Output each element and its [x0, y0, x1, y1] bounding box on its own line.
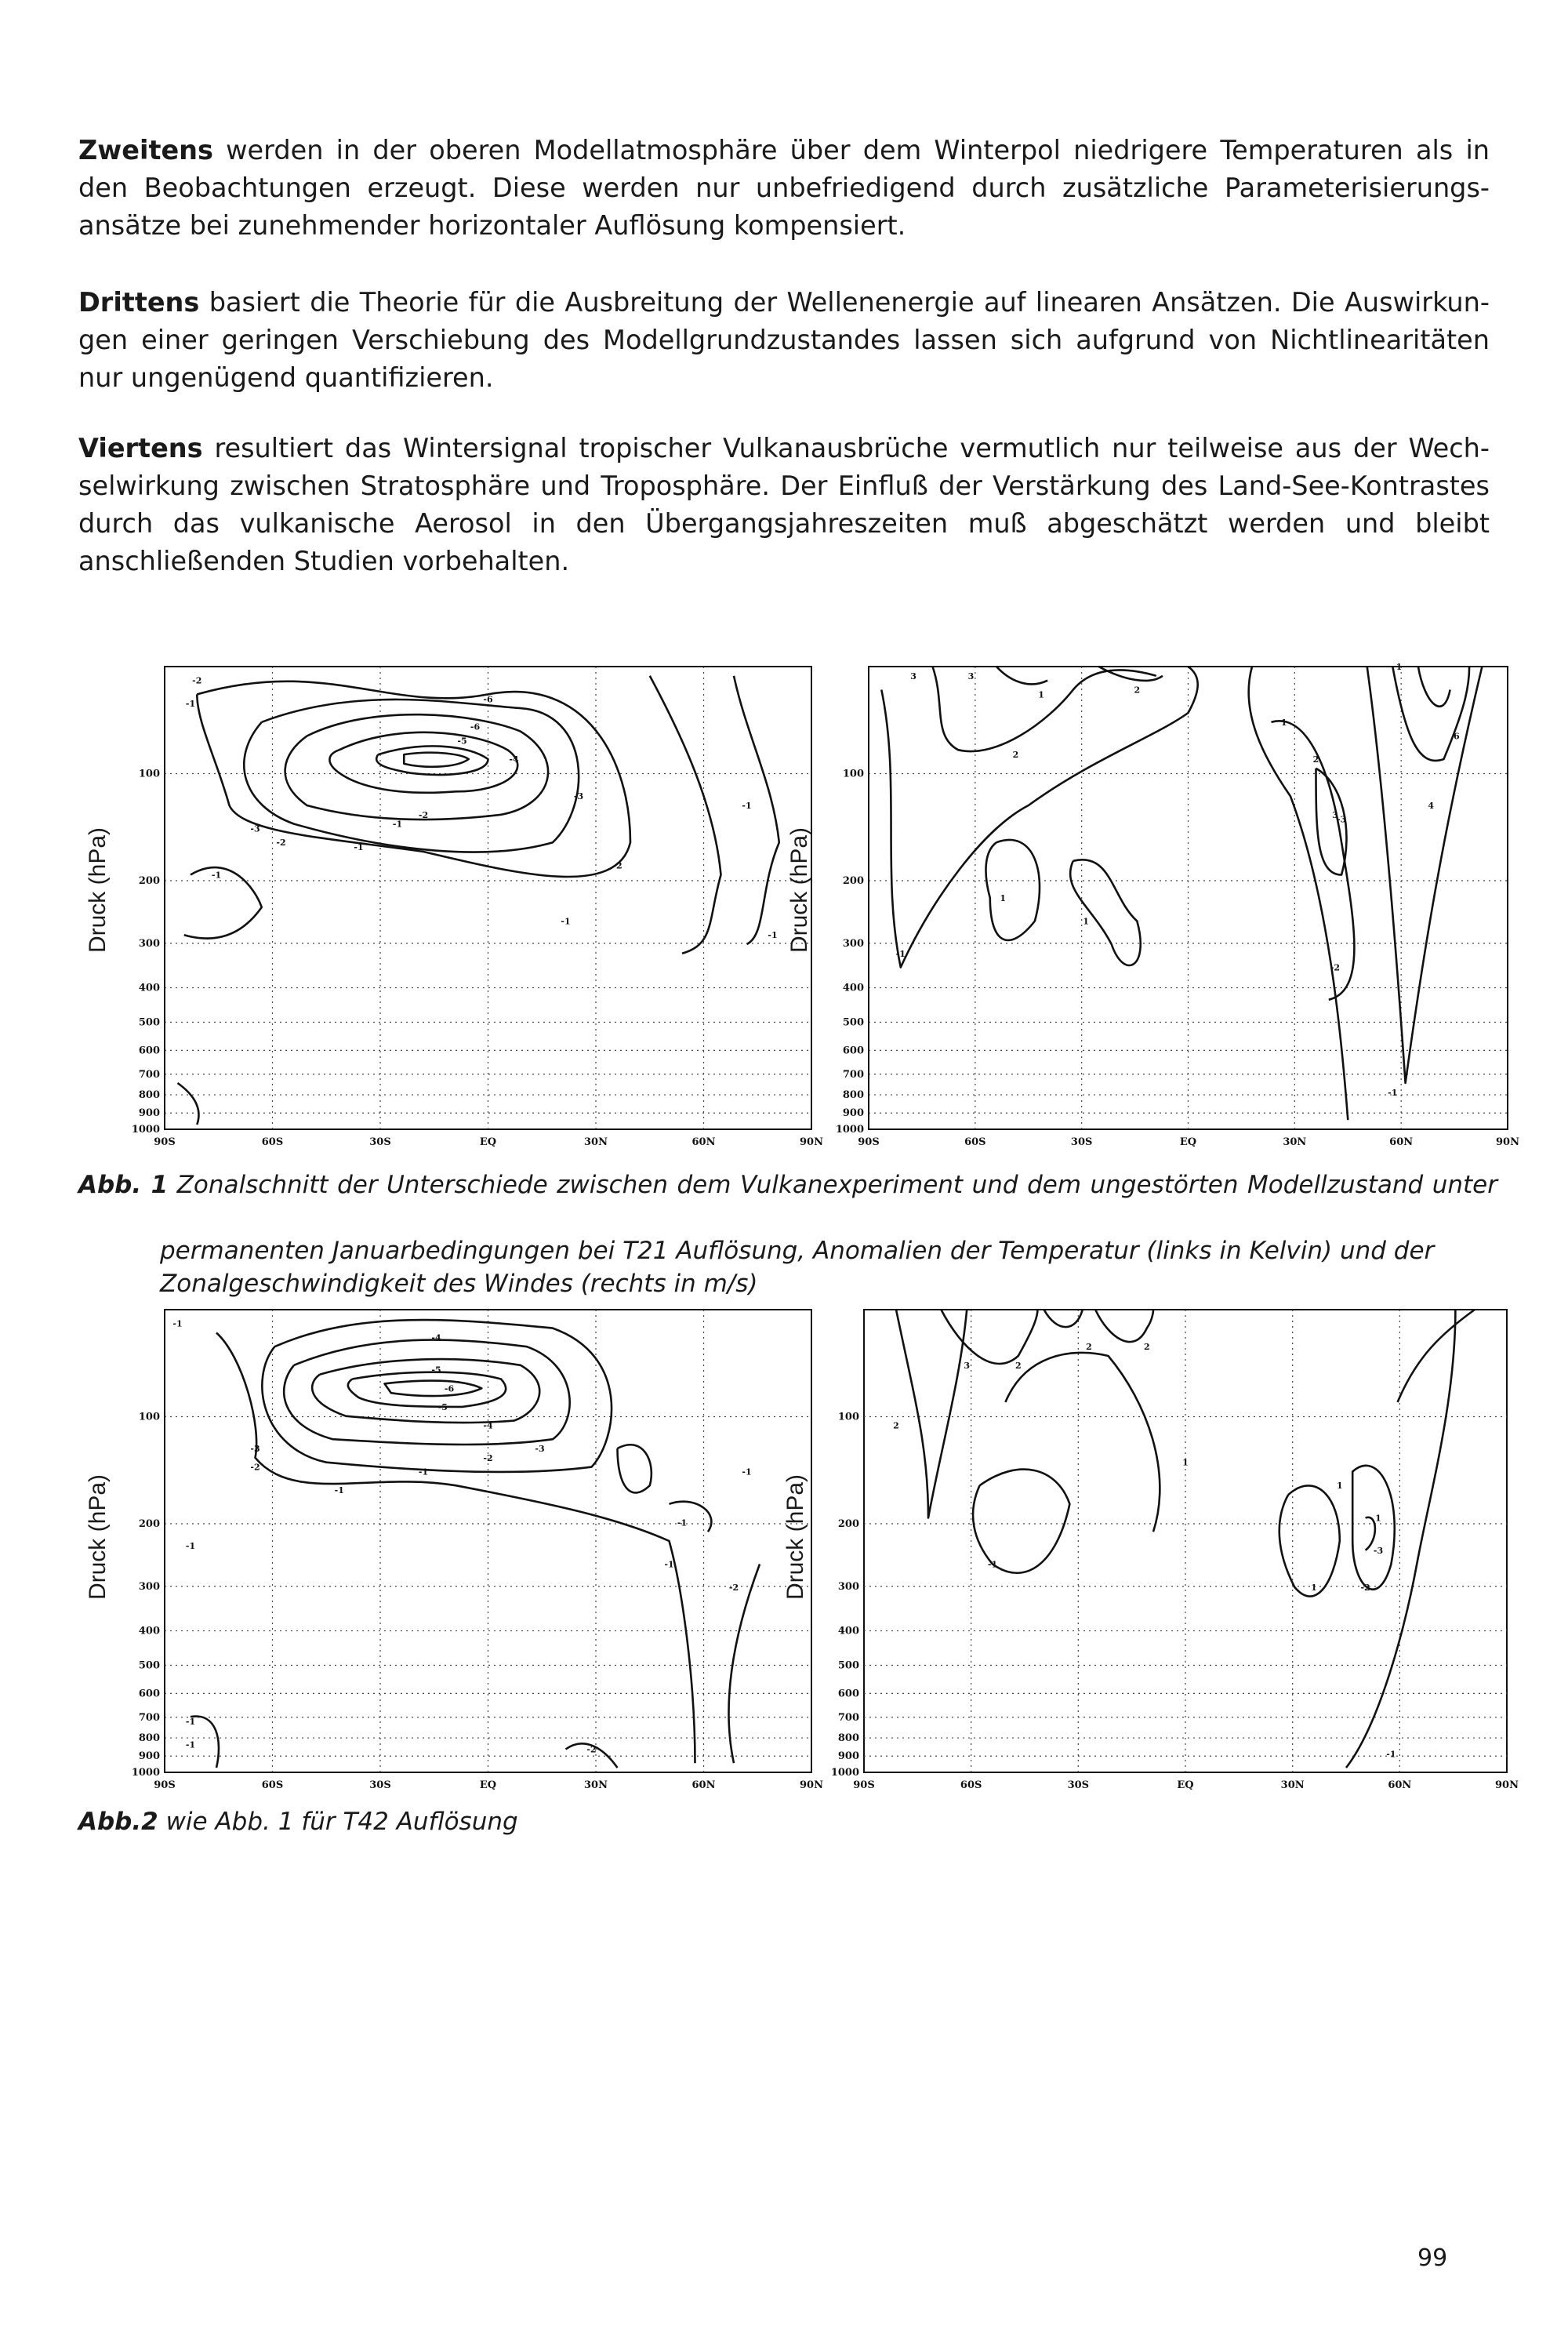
y-tick-label: 700	[837, 1711, 859, 1724]
contour-label: -1	[185, 1739, 196, 1750]
y-tick-label: 600	[837, 1688, 859, 1700]
y-tick-label: 400	[837, 1625, 859, 1637]
contour-line	[1070, 860, 1141, 965]
x-tick-label: EQ	[1179, 1136, 1197, 1148]
contour-label: -4	[431, 1332, 441, 1343]
y-tick-label: 800	[842, 1089, 864, 1102]
x-tick-label: 30S	[369, 1779, 391, 1791]
x-tick-label: 30N	[584, 1136, 608, 1148]
contour-chart	[817, 1296, 1538, 1812]
y-tick-label: 800	[138, 1732, 160, 1745]
paragraph-lead: Drittens	[78, 287, 200, 318]
contour-line	[996, 667, 1047, 684]
contour-line	[729, 1565, 760, 1764]
contour-line	[1352, 1466, 1395, 1590]
contour-label: 2	[1312, 754, 1319, 765]
contour-line	[734, 676, 779, 944]
contour-label: -5	[437, 1401, 448, 1412]
y-tick-label: 200	[842, 875, 864, 888]
contour-label: 2	[893, 1420, 899, 1431]
contour-label: -6	[483, 694, 493, 705]
y-tick-label: 900	[837, 1750, 859, 1763]
contour-line	[618, 1445, 652, 1492]
contour-label: 1	[1038, 689, 1044, 700]
y-tick-label: 1000	[131, 1124, 160, 1136]
y-tick-label: 500	[138, 1016, 160, 1029]
contour-label: -1	[677, 1517, 688, 1528]
contour-line	[348, 1372, 506, 1407]
contour-label: -1	[354, 842, 364, 853]
contour-chart	[118, 652, 843, 1168]
y-tick-label: 400	[138, 1625, 160, 1637]
y-tick-label: 100	[837, 1411, 859, 1423]
contour-label: -1	[561, 916, 571, 927]
contour-label: -1	[1388, 1087, 1398, 1098]
x-tick-label: 60S	[964, 1136, 986, 1148]
contour-label: -1	[172, 1318, 183, 1329]
contour-label: -3	[1373, 1545, 1384, 1556]
y-tick-label: 900	[138, 1750, 160, 1763]
contour-line	[285, 714, 548, 820]
contour-line	[1279, 1485, 1340, 1596]
y-axis-label: Druck (hPa)	[786, 827, 812, 954]
contour-label: 2	[1086, 1342, 1092, 1353]
y-tick-label: 100	[138, 1411, 160, 1423]
y-tick-label: 700	[842, 1068, 864, 1081]
contour-line	[1346, 1310, 1455, 1768]
contour-label: 3	[967, 671, 975, 681]
contour-label: -1	[664, 1559, 674, 1570]
contour-line	[184, 867, 262, 939]
x-tick-label: 30S	[369, 1136, 391, 1148]
contour-label: 1	[1311, 1583, 1317, 1593]
figure1-wind-plot	[822, 652, 1539, 1168]
x-tick-label: 60S	[261, 1779, 284, 1791]
contour-line	[284, 1340, 569, 1445]
x-tick-label: 30N	[1283, 1136, 1307, 1148]
y-axis-label: Druck (hPa)	[782, 1474, 808, 1601]
contour-label: -6	[470, 721, 481, 732]
x-tick-label: 60S	[960, 1779, 982, 1791]
y-tick-label: 300	[138, 937, 160, 950]
contour-line	[329, 732, 517, 793]
contour-line	[941, 1310, 1037, 1364]
contour-line	[973, 1470, 1069, 1573]
figure2-caption	[78, 1805, 1497, 1838]
paragraph-text: werden in der oberen Modellatmosphäre über dem Winterpol niedrigere Temperaturen als in den Beobachtungen erzeugt. Diese werden nur unbefriedigend durch zusätzliche Parameterisierungsansätze bei zunehmender horizontaler Auflösung kompensiert.	[78, 135, 1490, 241]
figure2-wind-plot	[817, 1296, 1538, 1812]
paragraph-text: resultiert das Wintersignal tropischer Vulkanausbrüche vermutlich nur teilweise aus der Wechselwirkung zwischen Stratosphäre und Troposphäre. Der Einfluß der Verstärkung des Land-See-Kontrastes durch das vulkanische Aerosol in den Übergangsjahreszeiten muß abgeschätzt werden und bleibt anschließenden Studien vorbehalten.	[78, 433, 1490, 576]
y-tick-label: 400	[842, 982, 864, 994]
contour-label: -1	[185, 1540, 196, 1551]
y-tick-label: 500	[837, 1659, 859, 1672]
contour-label: -1	[768, 930, 778, 941]
contour-label: -2	[612, 860, 622, 871]
x-tick-label: 90N	[1496, 1136, 1519, 1148]
x-tick-label: 60N	[691, 1779, 716, 1791]
contour-label: -3	[250, 823, 260, 834]
contour-line	[1392, 667, 1469, 761]
contour-chart	[118, 1296, 843, 1812]
contour-label: -2	[483, 1452, 493, 1463]
paragraph-lead: Viertens	[78, 433, 203, 463]
x-tick-label: 90S	[858, 1136, 880, 1148]
contour-line	[216, 1333, 695, 1764]
contour-label: -3	[573, 791, 584, 802]
y-tick-label: 100	[138, 768, 160, 780]
contour-label: 1	[1083, 916, 1089, 927]
contour-line	[1098, 667, 1163, 681]
contour-label: -2	[728, 1583, 739, 1593]
contour-label: -1	[895, 948, 906, 959]
y-tick-label: 300	[837, 1580, 859, 1593]
contour-label: 1	[1182, 1457, 1189, 1468]
caption-label: Abb. 1	[78, 1171, 169, 1199]
x-tick-label: 60N	[1389, 1136, 1414, 1148]
y-tick-label: 900	[138, 1107, 160, 1120]
x-tick-label: 60N	[1388, 1779, 1412, 1791]
y-tick-label: 500	[138, 1659, 160, 1672]
y-tick-label: 1000	[830, 1767, 859, 1779]
x-tick-label: 60N	[691, 1136, 716, 1148]
contour-label: -3	[1336, 814, 1347, 825]
contour-label: -4	[483, 1420, 493, 1431]
caption-text: Zonalschnitt der Unterschiede zwischen dem Vulkanexperiment und dem ungestörten Modellzustand unter	[168, 1171, 1497, 1199]
y-tick-label: 1000	[835, 1124, 864, 1136]
contour-line	[670, 1502, 712, 1532]
contour-line	[404, 753, 469, 767]
contour-line	[1095, 1310, 1153, 1342]
contour-label: 1	[1000, 893, 1006, 903]
contour-label: -2	[1330, 962, 1341, 973]
contour-line	[1418, 667, 1450, 707]
x-tick-label: 30S	[1070, 1136, 1093, 1148]
paragraph-lead: Zweitens	[78, 135, 213, 165]
contour-label: 3	[964, 1360, 971, 1371]
contour-label: -2	[276, 838, 286, 849]
contour-line	[933, 667, 1156, 751]
figure1-caption	[78, 1168, 1497, 1300]
contour-label: -2	[1360, 1583, 1370, 1593]
contour-label: -1	[1386, 1749, 1396, 1760]
x-tick-label: EQ	[479, 1779, 497, 1791]
y-tick-label: 900	[842, 1107, 864, 1120]
x-tick-label: 30N	[584, 1779, 608, 1791]
contour-label: 2	[1012, 750, 1019, 761]
x-tick-label: 90S	[853, 1779, 875, 1791]
y-tick-label: 300	[842, 937, 864, 950]
y-tick-label: 600	[138, 1688, 160, 1700]
x-tick-label: 30N	[1280, 1779, 1305, 1791]
contour-label: -2	[418, 809, 429, 820]
contour-line	[244, 700, 579, 852]
y-tick-label: 500	[842, 1016, 864, 1029]
contour-label: -2	[250, 1462, 260, 1473]
contour-label: 1	[1375, 1513, 1381, 1524]
contour-label: -1	[418, 1466, 429, 1477]
caption-text: Zonalgeschwindigkeit des Windes (rechts in m/s)	[160, 1270, 758, 1298]
contour-line	[376, 746, 488, 774]
contour-label: -1	[334, 1485, 344, 1496]
paragraph-viertens	[78, 430, 1490, 580]
contour-line	[1044, 1310, 1083, 1327]
contour-label: 4	[1428, 801, 1435, 811]
contour-line	[1367, 667, 1483, 1083]
y-tick-label: 1000	[131, 1767, 160, 1779]
contour-label: -1	[742, 1466, 752, 1477]
y-tick-label: 100	[842, 768, 864, 780]
contour-line	[1249, 667, 1348, 1120]
page-number: 99	[1417, 2244, 1448, 2272]
x-tick-label: 30S	[1067, 1779, 1090, 1791]
caption-label: Abb.2	[78, 1808, 158, 1836]
contour-line	[178, 1083, 199, 1125]
x-tick-label: 90N	[1495, 1779, 1519, 1791]
figure2-temperature-plot	[118, 1296, 843, 1812]
y-axis-label: Druck (hPa)	[85, 827, 111, 954]
caption-text: wie Abb. 1 für T42 Auflösung	[158, 1808, 518, 1836]
contour-line	[896, 1310, 967, 1518]
contour-label: 3	[1332, 809, 1338, 820]
paragraph-text: basiert die Theorie für die Ausbreitung der Wellenenergie auf linearen Ansätzen. Die Auswirkungen einer geringen Verschiebung des Modellgrundzustandes lassen sich aufgrund von Nichtlinearitäten nur ungenügend quantifizieren.	[78, 287, 1490, 393]
x-tick-label: 90S	[154, 1779, 176, 1791]
contour-label: 2	[1134, 685, 1141, 696]
y-tick-label: 300	[138, 1580, 160, 1593]
contour-label: 6	[1453, 731, 1460, 742]
contour-label: -6	[444, 1383, 455, 1394]
figure1-temperature-plot	[118, 652, 843, 1168]
y-tick-label: 200	[138, 875, 160, 888]
contour-line	[385, 1381, 482, 1397]
contour-label: -2	[192, 675, 202, 686]
x-tick-label: 60S	[261, 1136, 284, 1148]
contour-label: -1	[211, 870, 222, 881]
y-tick-label: 600	[842, 1045, 864, 1057]
contour-label: -1	[742, 801, 752, 811]
caption-text: permanenten Januarbedingungen bei T21 Auflösung, Anomalien der Temperatur (links in Kelvin) und der	[160, 1237, 1435, 1265]
contour-label: 3	[910, 671, 916, 681]
x-tick-label: 90N	[800, 1779, 823, 1791]
contour-label: -1	[987, 1559, 998, 1570]
contour-line	[1005, 1353, 1160, 1532]
paragraph-zweitens	[78, 132, 1490, 245]
y-tick-label: 700	[138, 1068, 160, 1081]
contour-label: -1	[185, 1717, 196, 1728]
contour-label: 2	[1014, 1360, 1022, 1371]
y-tick-label: 700	[138, 1711, 160, 1724]
y-tick-label: 200	[837, 1518, 859, 1531]
contour-line	[881, 667, 1197, 968]
contour-line	[650, 676, 721, 954]
contour-label: -3	[535, 1444, 545, 1454]
x-tick-label: EQ	[479, 1136, 497, 1148]
contour-label: -1	[185, 699, 196, 710]
y-tick-label: 800	[837, 1732, 859, 1745]
contour-label: 1	[1280, 717, 1287, 728]
x-tick-label: 90N	[800, 1136, 823, 1148]
contour-label: 2	[1143, 1342, 1150, 1353]
x-tick-label: EQ	[1177, 1779, 1194, 1791]
y-tick-label: 600	[138, 1045, 160, 1057]
contour-label: -3	[250, 1444, 260, 1454]
contour-chart	[822, 652, 1539, 1168]
contour-label: -4	[509, 754, 519, 765]
y-axis-label: Druck (hPa)	[85, 1474, 111, 1601]
y-tick-label: 800	[138, 1089, 160, 1102]
contour-label: -5	[457, 736, 467, 747]
y-tick-label: 400	[138, 982, 160, 994]
contour-label: -2	[586, 1744, 597, 1755]
contour-label: -5	[431, 1365, 441, 1376]
paragraph-drittens	[78, 284, 1490, 397]
contour-label: -1	[392, 819, 403, 830]
contour-line	[985, 840, 1040, 940]
contour-line	[1398, 1310, 1475, 1402]
y-tick-label: 200	[138, 1518, 160, 1531]
x-tick-label: 90S	[154, 1136, 176, 1148]
contour-label: 1	[1336, 1481, 1343, 1492]
contour-label: 1	[1396, 662, 1403, 672]
